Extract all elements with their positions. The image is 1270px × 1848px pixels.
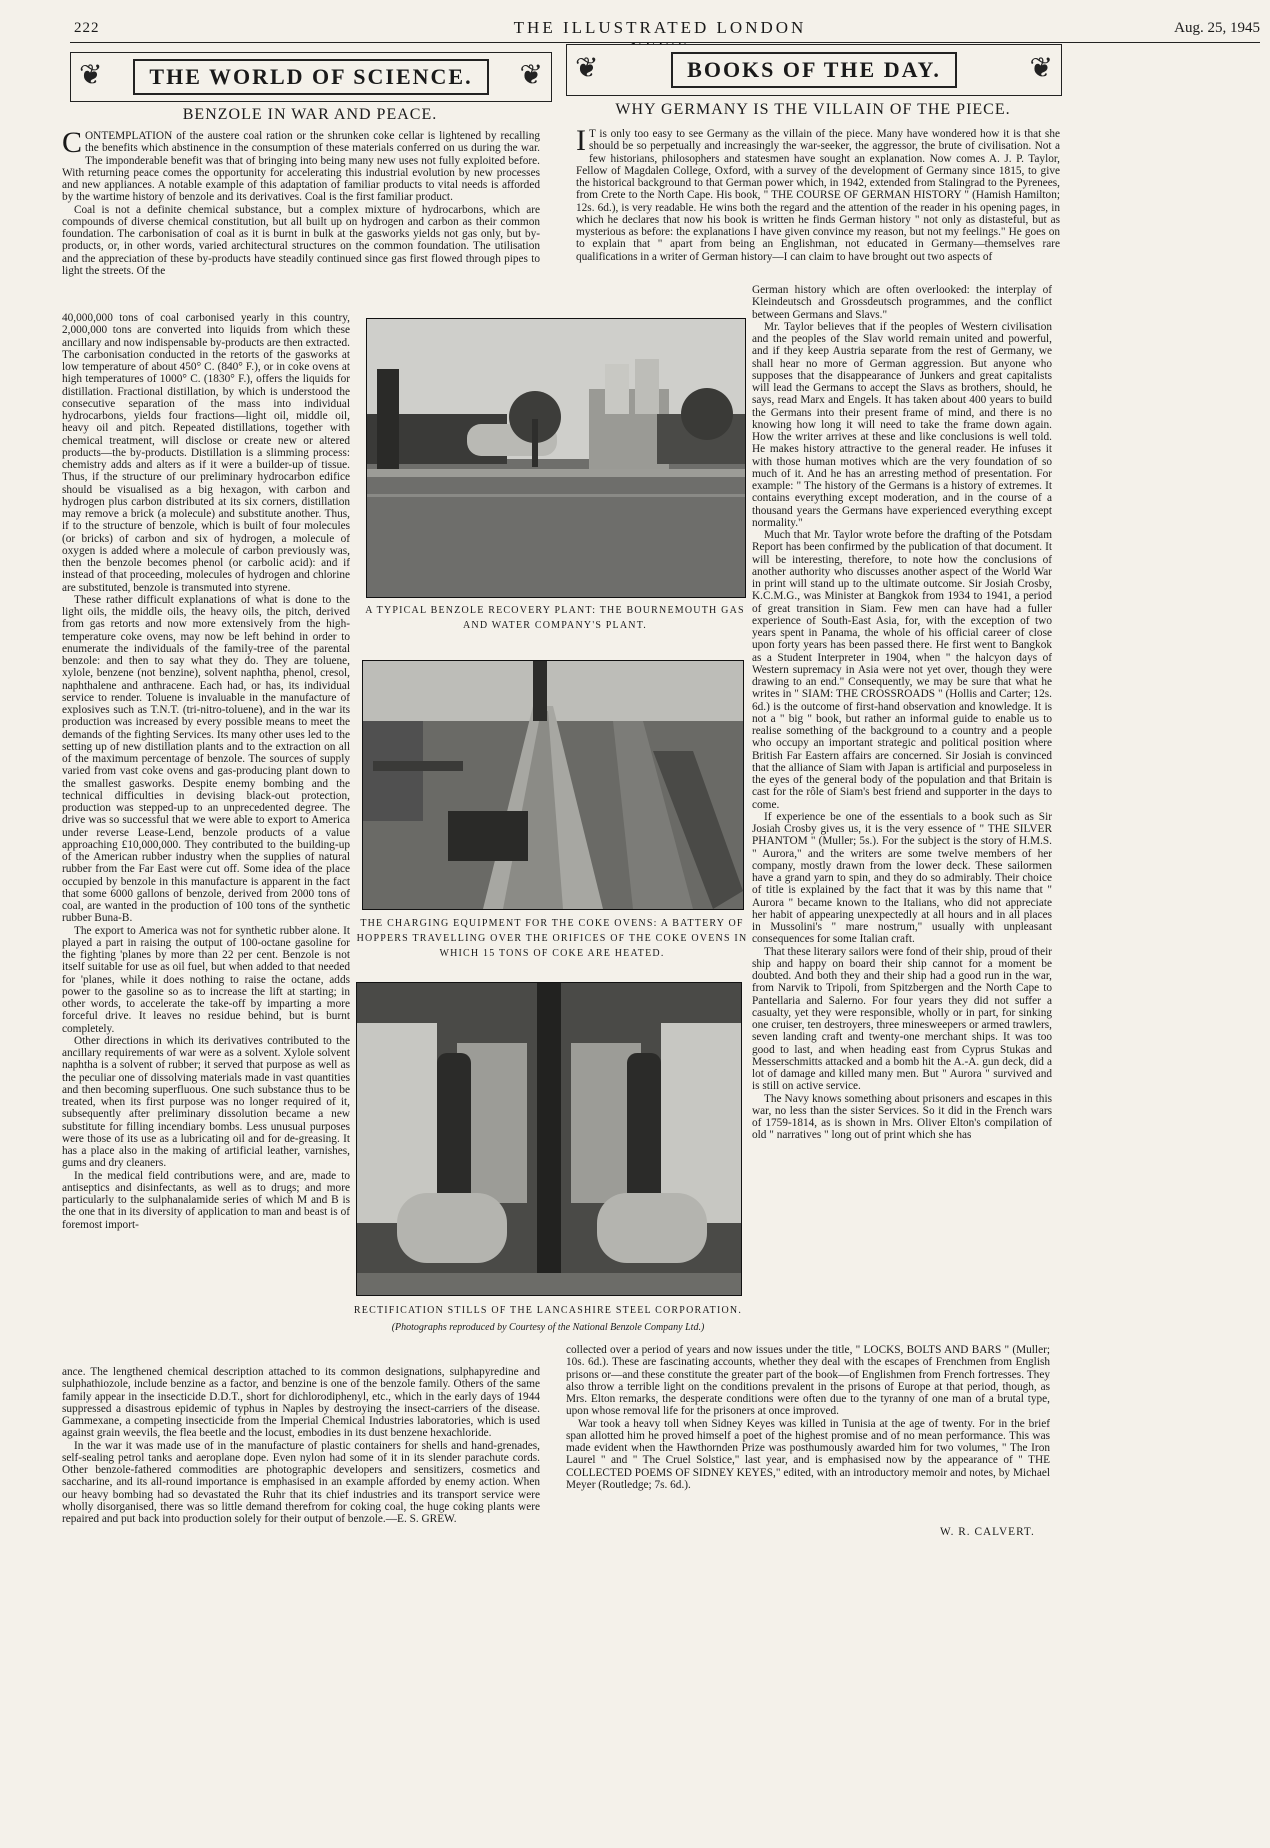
science-banner (70, 52, 552, 102)
header-rule (70, 42, 1260, 43)
scroll-ornament-icon: ❦ (79, 60, 103, 91)
dropcap: C (62, 130, 83, 159)
scroll-ornament-icon: ❦ (575, 53, 599, 84)
benzole-plant-photo (366, 318, 746, 598)
science-article-top: CONTEMPLATION of the austere coal ration or the shrunken coke cellar is lightened by recalling the benefits which abstinence in the consumption of these materials conferred on us during the war. The imponderable benefit was that of bringing into being many new uses not fully exploited before. With returning peace comes the opportunity for accelerating this industrial evolution by new processes and new appliances. A notable example of this adaptation of familiar products to vital needs is afforded by the wartime history of benzole and its derivatives. Coal is the first familiar product. Coal is not a definite chemical substance, but a complex mixture of hydrocarbons, which are compounds of diverse chemical constitution, but all built up on hydrogen and carbon as their common foundation. The carbonisation of coal as it is burnt in bulk at the gasworks yields not gas only, but by-products, or, in other words, varied architectural structures on the common foundation. The utilisation and the appreciation of these by-products have steadily continued since gas first flowed through pipes to light the streets. Of the (62, 130, 540, 277)
rectification-stills-caption: RECTIFICATION STILLS OF THE LANCASHIRE STEEL CORPORATION. (353, 1305, 743, 1316)
books-article-column: German history which are often overlooked: the interplay of Kleindeutsch and Grossdeutsch programmes, and the conflict between Germans and Slavs." Mr. Taylor believes that if the peoples of Western civilisation and the peoples of the Slav world remain united and powerful, and if they keep Austria separate from the rest of Germany, we shall hear no more of German aggression. But anyone who supposes that the disappearance of Junkers and great capitalists will lead the Germans to accept the Slavs as brothers, should, he says, read Marx and Engels. It has taken about 400 years to build the Germans into their present frame of mind, and there is no knowing how long it will need to take the frame down again. How the writer arrives at these and like conclusions is well told. He makes history attractive to the general reader. He infuses it with those human motives which are the very foundation of so much of it. And he has an arresting method of presentation. For example: " The history of the Germans is a history of extremes. It contains everything except moderation, and in the course of a thousand years the Germans have experienced everything except normality." Much that Mr. Taylor wrote before the drafting of the Potsdam Report has been confirmed by the publication of that document. It will be interesting, therefore, to note how the conclusions of another authority who discusses another aspect of the World War in print will stand up to the ultimate outcome. Sir Josiah Crosby, K.C.M.G., was Minister at Bangkok from 1934 to 1941, a period of great transition in Siam. Few men can have had a fuller experience of South-East Asia, for, with the exception of two years spent in Panama, the whole of his official career of close upon forty years has been passed there. He first went to Bangkok as a Student Interpreter in 1904, when " the halcyon days of Western supremacy in Asia were not yet over, though they were drawing to an end." Consequently, we may be sure that what he writes in " SIAM: THE CROSSROADS " (Hollis and Carter; 12s. 6d.) is the outcome of first-hand observation and knowledge. It is not a " big " book, but rather an informal guide to enable us to realise something of the background to a country and a people who occupy an important strategic and political position where British Far Eastern affairs are concerned. Sir Josiah is convinced that the alliance of Siam with Japan is artificial and purposeless in the eyes of the general body of the population and that Britain is cast for the rôle of Siam's best friend and supporter in the days to come. If experience be one of the essentials to a book such as Sir Josiah Crosby gives us, it is the very essence of " THE SILVER PHANTOM " (Muller; 5s.). For the subject is the story of H.M.S. " Aurora," and the writers are some twelve members of her company, mostly drawn from the lower deck. These sailormen have a grand yarn to spin, and they do so admirably. Their choice of title is explained by the fact that it was by this name that " Aurora " became known to the Italians, who did not appreciate her habit of appearing unexpectedly at all hours and in all places in Mussolini's " mare nostrum," usually with unpleasant consequences for some Italian craft. That these literary sailors were fond of their ship, proud of their ship and happy on board their ship cannot for a moment be doubted. And both they and their ship had a good run in the war, from Narvik to Tripoli, from Spitzbergen and the North Cape to Pantellaria and Salerno. For four years they did not suffer a casualty, yet they were responsible, wholly or in part, for sinking one cruiser, ten destroyers, three minesweepers or armed trawlers, seven landing craft and twenty-one merchant ships. It was too good to last, and when heading east from Cyprus Stukas and Messerschmitts attacked and a bomb hit the A.-A. gun deck, did a lot of damage and killed many men. But " Aurora " survived and is still on active service. The Navy knows something about prisoners and escapes in this war, no less than the sister Services. So it did in the French wars of 1759-1814, as is shown in Mrs. Oliver Elton's compilation of old " narratives " long out of print which she has (752, 284, 1052, 1142)
books-banner-title: BOOKS OF THE DAY. (671, 52, 957, 88)
coke-ovens-caption: THE CHARGING EQUIPMENT FOR THE COKE OVENS: A BATTERY OF HOPPERS TRAVELLING OVER THE ORIFICES OF THE COKE OVENS IN WHICH 15 TONS OF COKE ARE HEATED. (356, 918, 748, 959)
benzole-plant-caption: A TYPICAL BENZOLE RECOVERY PLANT: THE BOURNEMOUTH GAS AND WATER COMPANY'S PLANT. (365, 605, 745, 631)
rectification-stills-photo (356, 982, 742, 1296)
masthead: THE ILLUSTRATED LONDON (513, 18, 807, 37)
books-signature: W. R. CALVERT. (940, 1526, 1035, 1538)
photo-credit: (Photographs reproduced by Courtesy of the National Benzole Company Ltd.) (391, 1322, 705, 1333)
page-number: 222 (74, 20, 100, 36)
issue-date: Aug. 25, 1945 (1174, 20, 1260, 36)
science-banner-title: THE WORLD OF SCIENCE. (133, 59, 488, 95)
scroll-ornament-icon: ❦ (519, 60, 543, 91)
books-headline: WHY GERMANY IS THE VILLAIN OF THE PIECE. (615, 101, 1011, 118)
scroll-ornament-icon: ❦ (1029, 53, 1053, 84)
books-article-top: I T is only too easy to see Germany as the villain of the piece. Many have wondered how it is that she should be so perpetually and increasingly the war-seeker, the aggressor, the brute of civilisation. Not a few historians, philosophers and statesmen have sought an explanation. Now comes A. J. P. Taylor, Fellow of Magdalen College, Oxford, with a survey of the development of Germany since 1815, to give the historical background to that German power which, in 1942, extended from Stalingrad to the Pyrenees, from Crete to the North Cape. His book, " THE COURSE OF GERMAN HISTORY " (Hamish Hamilton; 12s. 6d.), is very readable. He wins both the regard and the attention of the reader in his opening pages, in which he declares that now his book is written he finds German history " not only as distasteful, but as mysterious as before: the explanations I have given convince my reason, but not my feelings." He goes on to explain that " apart from being an Englishman, not educated in Germany—themselves rare qualifications in a writer of German history—I can claim to have brought out two aspects of (576, 128, 1060, 263)
science-headline: BENZOLE IN WAR AND PEACE. (182, 106, 438, 123)
books-banner (566, 44, 1062, 96)
books-article-bottom: collected over a period of years and now issues under the title, " LOCKS, BOLTS AND BARS " (Muller; 10s. 6d.). These are fascinating accounts, whether they deal with the escapes of Frenchmen from English prisons or—and these constitute the greater part of the book—of Englishmen from French fortresses. They also throw a terrible light on the conditions prevalent in the prisons of Europe at that period, though, as Mrs. Elton remarks, the desperate conditions were often due to the tyranny of one man of a brutal type, upon whose removal life for the prisoners at once improved. War took a heavy toll when Sidney Keyes was killed in Tunisia at the age of twenty. For in the brief span allotted him he proved himself a poet of the highest promise and of no mean performance. This was made evident when the Hawthornden Prize was posthumously awarded him for two volumes, " The Iron Laurel " and " The Cruel Solstice," last year, and is emphasised now by the appearance of " THE COLLECTED POEMS OF SIDNEY KEYES," edited, with an introductory memoir and notes, by Michael Meyer (Routledge; 7s. 6d.). (566, 1344, 1050, 1491)
science-article-bottom: ance. The lengthened chemical description attached to its common designations, sulphapyredine and sulphathiozole, include benzine as a factor, and benzine is one of the benzole family. Others of the same family appear in the insecticide D.D.T., short for dichlorodiphenyl, etc., which in the early days of 1944 suppressed a disastrous epidemic of typhus in Naples by destroying the insect-carriers of the disease. Gammexane, a competing insecticide from the Imperial Chemical Industries laboratories, which is used against grain weevils, the flea beetle and the locust, embodies in its dust benzene hexachloride. In the war it was made use of in the manufacture of plastic containers for shells and hand-grenades, self-sealing petrol tanks and aeroplane dope. Even nylon had some of it in its slender parachute cords. Other benzole-fathered commodities are photographic developers and sensitizers, cosmetics and saccharine, and its all-round importance is emphasised in an example afforded by enemy action. When our heavy bombing had so devastated the Ruhr that its chief industries and its transport service were wholly disorganised, there was so little demand therefrom for coking coal, the huge coking plants were repaired and put back into production solely for their output of benzole.—E. S. GREW. (62, 1366, 540, 1525)
dropcap: I (576, 128, 586, 157)
science-article-column: 40,000,000 tons of coal carbonised yearly in this country, 2,000,000 tons are converted into liquids from which these ancillary and now indispensable by-products are then extracted. The carbonisation conducted in the retorts of the gasworks at low temperature of about 450° C. (840° F.), or in coke ovens at high temperatures of 1000° C. (1830° F.), offers the liquids for distillation. Fractional distillation, by which is understood the consecutive separation of the mass into individual hydrocarbons, yields four fractions—light oil, middle oil, heavy oil and pitch. Repeated distillations, together with chemical treatment, will disclose or create new or altered products—the by-products. Distillation is a slimming process: chemistry adds and alters as if it were a builder-up of tissue. Thus, if the structure of our preliminary hydrocarbon edifice should be visualised as a big hexagon, with carbon and hydrogen plus carbon distributed at its six corners, distillation may remove a brick (a molecule) and substitute another. Thus, if to the structure of benzole, which is built of four molecules (or bricks) of carbon and six of hydrogen, a molecule of oxygen is added where a molecule of carbon previously was, then the benzole becomes phenol (or carbolic acid): and if instead of that proceeding, molecules of hydrogen and chlorine are substituted, benzole is transmuted into styrene. These rather difficult explanations of what is done to the light oils, the middle oils, the heavy oils, the pitch, derived from gas retorts and now more extensively from the high-temperature coke ovens, may now be left behind in order to enumerate the individuals of the family-tree of the parental benzole: and then to say what they do. They are toluene, xylole, benzene (not benzine), solvent naphtha, phenol, cresol, naphthalene and anthracene. Each had, or has, its individual service to render. Toluene is invaluable in the manufacture of explosives such as T.N.T. (tri-nitro-toluene), and in the war its production was increased by every possible means to meet the demands of the fighting Services. Its many other uses led to the setting up of new distillation plants and to the extraction on all of the maximum percentage of benzole. The sources of supply varied from vast coke ovens and gas-producing plant down to the smallest gasworks. Despite enemy bombing and the technical difficulties in devising black-out protection, production was stepped-up to an unprecedented degree. The drive was so successful that we were able to export to America under reverse Lease-Lend, benzole products of a value approaching £10,000,000. They contributed to the building-up of the American rubber industry when the supplies of natural rubber from the Far East were cut off. Some idea of the place occupied by benzole in this manufacture is apparent in the fact that some 6000 gallons of benzole, derived from 2000 tons of coal, are wanted in the production of 100 tons of the synthetic rubber Buna-B. The export to America was not for synthetic rubber alone. It played a part in raising the output of 100-octane gasoline for the fighting 'planes by more than 22 per cent. Benzole is not itself suitable for use as oil fuel, but when added to that needed for 'planes, while it does nothing to raise the octane, adds power to the gasoline so as to increase the lift at starting; in other words, to accelerate the take-off by imparting a more forceful drive. It leaves no residue behind, but is burnt completely. Other directions in which its derivatives contributed to the ancillary requirements of war were as a solvent. Xylole solvent naphtha is a solvent of rubber; it served that purpose as well as the peculiar one of dissolving materials made in vast quantities and then becoming superfluous. One such substance thus to be treated, when its first purpose was no longer required of it, subsequently after preliminary dissolution became a new substitute for filling incendiary bombs. Less unusual purposes were those of its use as a lubricating oil and for de-greasing. It has a place also in the making of artificial leather, varnishes, gums and dry cleaners. In the medical field contributions were, and are, made to antiseptics and disinfectants, as well as to drugs; and more particularly to the sulphanalamide series of which M and B is the one that in its diversity of application to man and beast is of foremost import- (62, 312, 350, 1231)
coke-ovens-photo (362, 660, 744, 910)
